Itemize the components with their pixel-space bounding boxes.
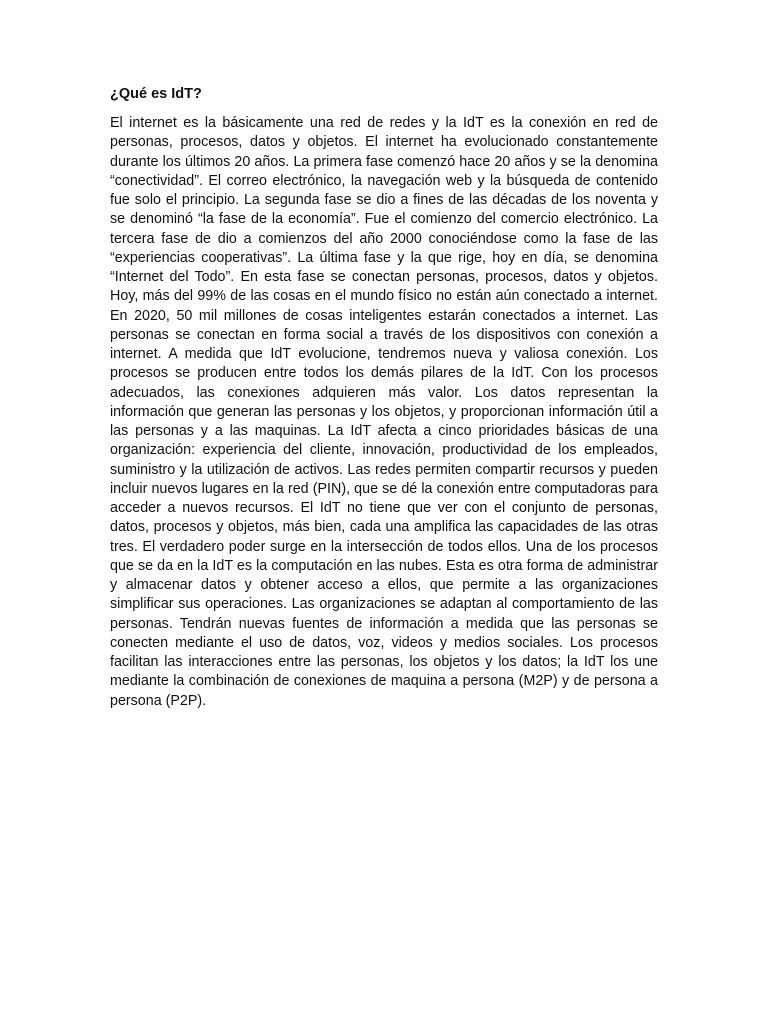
document-title: ¿Qué es IdT?	[110, 86, 202, 102]
document-paragraph: El internet es la básicamente una red de redes y la IdT es la conexión en red de personas, procesos, datos y objetos. El internet ha evolucionado constantemente durante los últimos 20 años. La primera fase comenzó hace 20 años y se la denomina “conectividad”. El correo electrónico, la navegación web y la búsqueda de contenido fue solo el principio. La segunda fase se dio a fines de las décadas de los noventa y se denominó “la fase de la economía”. Fue el comienzo del comercio electrónico. La tercera fase de dio a comienzos del año 2000 conociéndose como la fase de las “experiencias cooperativas”. La última fase y la que rige, hoy en día, se denomina “Internet del Todo”. En esta fase se conectan personas, procesos, datos y objetos. Hoy, más del 99% de las cosas en el mundo físico no están aún conectado a internet. En 2020, 50 mil millones de cosas inteligentes estarán conectados a internet. Las personas se conectan en forma social a través de los dispositivos con conexión a internet. A medida que IdT evolucione, tendremos nueva y valiosa conexión. Los procesos se producen entre todos los demás pilares de la IdT. Con los procesos adecuados, las conexiones adquieren más valor. Los datos representan la información que generan las personas y los objetos, y proporcionan información útil a las personas y a las maquinas. La IdT afecta a cinco prioridades básicas de una organización: experiencia del cliente, innovación, productividad de los empleados, suministro y la utilización de activos. Las redes permiten compartir recursos y pueden incluir nuevos lugares en la red (PIN), que se dé la conexión entre computadoras para acceder a nuevos recursos. El IdT no tiene que ver con el conjunto de personas, datos, procesos y objetos, más bien, cada una amplifica las capacidades de las otras tres. El verdadero poder surge en la intersección de todos ellos. Una de los procesos que se da en la IdT es la computación en las nubes. Esta es otra forma de administrar y almacenar datos y obtener acceso a ellos, que permite a las organizaciones simplificar sus operaciones. Las organizaciones se adaptan al comportamiento de las personas. Tendrán nuevas fuentes de información a medida que las personas se conecten mediante el uso de datos, voz, videos y medios sociales. Los procesos facilitan las interacciones entre las personas, los objetos y los datos; la IdT los une mediante la combinación de conexiones de maquina a persona (M2P) y de persona a persona (P2P).	[110, 115, 658, 709]
document-content	[110, 85, 658, 711]
